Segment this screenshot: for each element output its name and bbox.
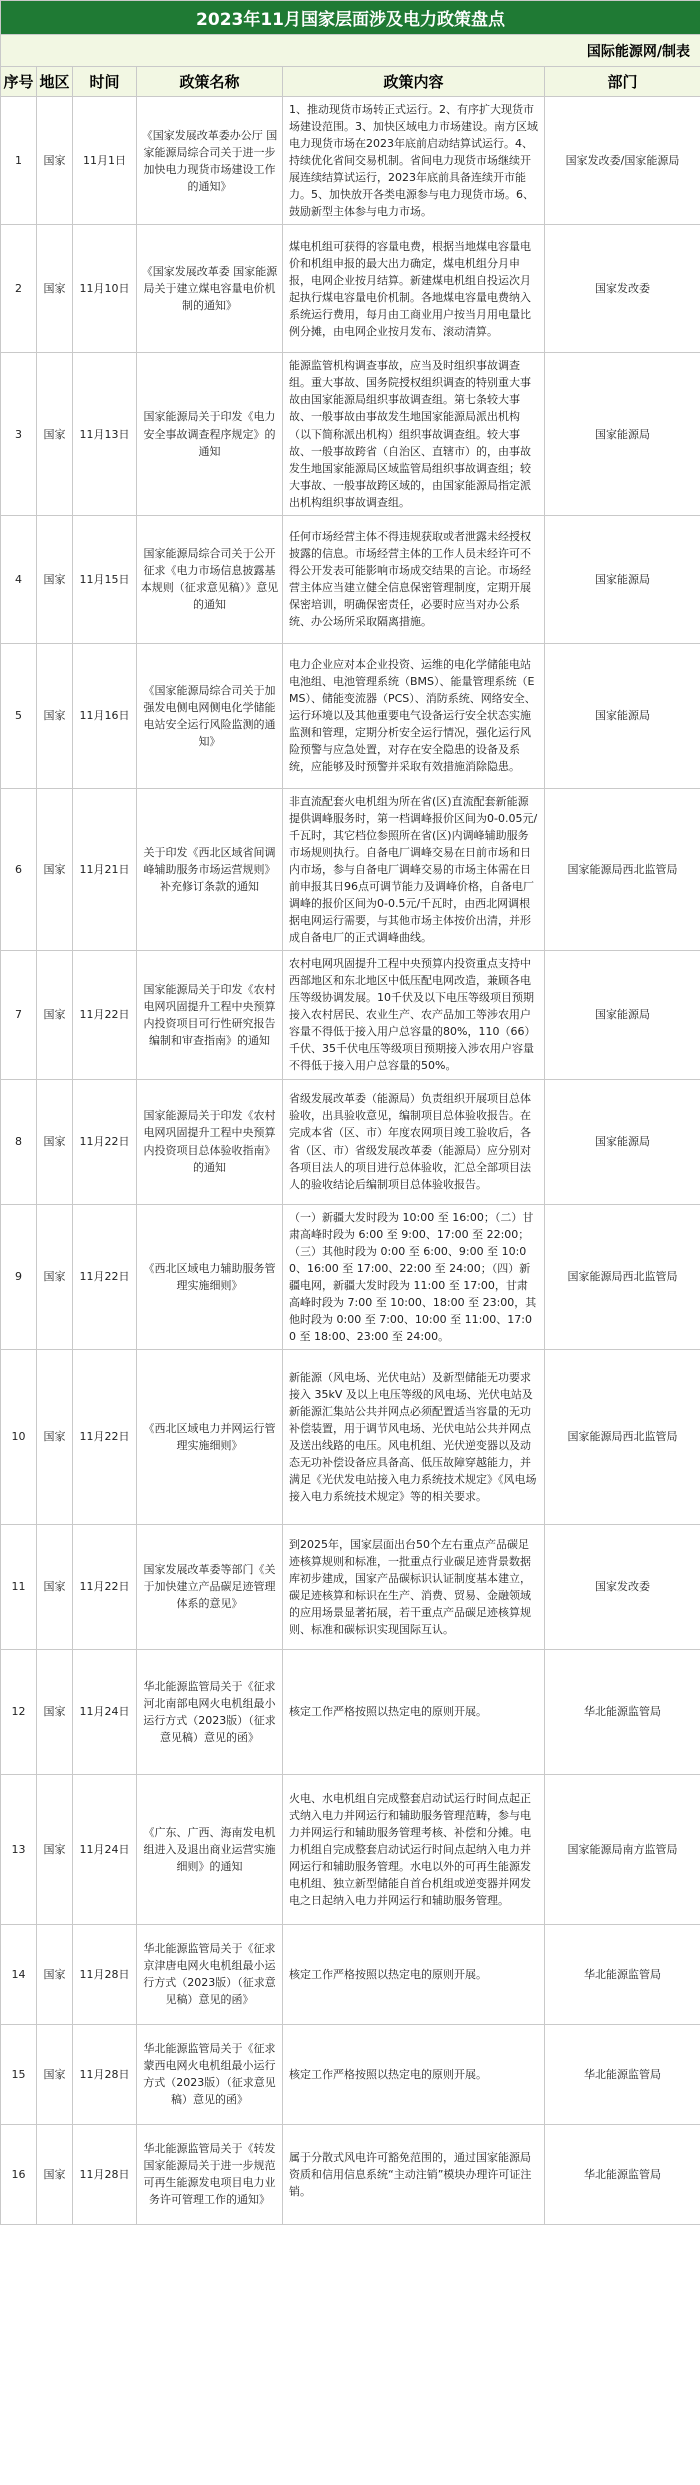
table-row (1, 643, 700, 788)
table-row (1, 1079, 700, 1204)
cell-department: 华北能源监管局 (545, 1924, 700, 2024)
cell-department: 华北能源监管局 (545, 1649, 700, 1774)
cell-date: 11月22日 (73, 1349, 137, 1524)
source-label: 国际能源网/制表 (1, 35, 700, 67)
cell-date: 11月22日 (73, 1524, 137, 1649)
cell-policy-content: 核定工作严格按照以热定电的原则开展。 (283, 1649, 545, 1774)
cell-policy-name: 国家发展改革委等部门《关于加快建立产品碳足迹管理体系的意见》 (137, 1524, 283, 1649)
cell-region: 国家 (37, 97, 73, 225)
cell-policy-name: 华北能源监管局关于《征求蒙西电网火电机组最小运行方式（2023版）（征求意见稿）意见的函》 (137, 2024, 283, 2124)
cell-date: 11月1日 (73, 97, 137, 225)
cell-date: 11月15日 (73, 515, 137, 643)
cell-date: 11月21日 (73, 788, 137, 950)
cell-policy-content: 1、推动现货市场转正式运行。2、有序扩大现货市场建设范围。3、加快区域电力市场建设。南方区域电力现货市场在2023年底前启动结算试运行。4、持续优化省间交易机制。省间电力现货市场继续开展连续结算试运行，2023年底前具备连续开市能力。5、加快放开各类电源参与电力现货市场。6、鼓励新型主体参与电力市场。 (283, 97, 545, 225)
table-row (1, 1349, 700, 1524)
cell-department: 国家能源局西北监管局 (545, 1204, 700, 1349)
cell-region: 国家 (37, 643, 73, 788)
cell-policy-content: 核定工作严格按照以热定电的原则开展。 (283, 1924, 545, 2024)
cell-policy-name: 华北能源监管局关于《征求京津唐电网火电机组最小运行方式（2023版）（征求意见稿）意见的函》 (137, 1924, 283, 2024)
column-header-dept: 部门 (545, 67, 700, 97)
cell-date: 11月22日 (73, 1079, 137, 1204)
table-row (1, 788, 700, 950)
cell-region: 国家 (37, 225, 73, 353)
title-row (1, 1, 700, 35)
table-row (1, 1924, 700, 2024)
table-row (1, 515, 700, 643)
table-row (1, 97, 700, 225)
cell-department: 国家能源局 (545, 1079, 700, 1204)
cell-region: 国家 (37, 951, 73, 1079)
cell-region: 国家 (37, 788, 73, 950)
cell-policy-content: 火电、水电机组自完成整套启动试运行时间点起正式纳入电力并网运行和辅助服务管理范畴，参与电力并网运行和辅助服务管理考核、补偿和分摊。电力机组自完成整套启动试运行时间点起纳入电力并网运行和辅助服务管理。水电以外的可再生能源发电机组、独立新型储能自首台机组或逆变器并网发电之日起纳入电力并网运行和辅助服务管理。 (283, 1774, 545, 1924)
cell-department: 国家发改委 (545, 225, 700, 353)
cell-policy-content: 到2025年，国家层面出台50个左右重点产品碳足迹核算规则和标准，一批重点行业碳足迹背景数据库初步建成，国家产品碳标识认证制度基本建立，碳足迹核算和标识在生产、消费、贸易、金融领域的应用场景显著拓展，若干重点产品碳足迹核算规则、标准和碳标识实现国际互认。 (283, 1524, 545, 1649)
column-header-no: 序号 (1, 67, 37, 97)
cell-department: 华北能源监管局 (545, 2024, 700, 2124)
cell-no: 15 (1, 2024, 37, 2124)
table-row (1, 1204, 700, 1349)
cell-date: 11月22日 (73, 1204, 137, 1349)
cell-policy-content: 新能源（风电场、光伏电站）及新型储能无功要求接入 35kV 及以上电压等级的风电场、光伏电站及新能源汇集站公共并网点必须配置适当容量的无功补偿装置，用于调节风电场、光伏电站公共并网点及送出线路的电压。风电机组、光伏逆变器以及动态无功补偿设备应具备高、低压故障穿越能力，并满足《光伏发电站接入电力系统技术规定》《风电场接入电力系统技术规定》等的相关要求。 (283, 1349, 545, 1524)
cell-policy-name: 关于印发《西北区域省间调峰辅助服务市场运营规则》补充修订条款的通知 (137, 788, 283, 950)
cell-region: 国家 (37, 2024, 73, 2124)
table-row (1, 1649, 700, 1774)
cell-policy-content: （一）新疆大发时段为 10:00 至 16:00；（二）甘肃高峰时段为 6:00 至 9:00、17:00 至 22:00；（三）其他时段为 0:00 至 6:00、9:00 至 10:00、16:00 至 17:00、22:00 至 24:00；（四）新疆电网，新疆大发时段为 11:00 至 17:00，甘肃高峰时段为 7:00 至 10:00、18:00 至 23:00，其他时段为 0:00 至 7:00、10:00 至 11:00、17:00 至 18:00、23:00 至 24:00。 (283, 1204, 545, 1349)
cell-policy-name: 《西北区域电力辅助服务管理实施细则》 (137, 1204, 283, 1349)
cell-policy-name: 华北能源监管局关于《征求河北南部电网火电机组最小运行方式（2023版）（征求意见稿）意见的函》 (137, 1649, 283, 1774)
cell-region: 国家 (37, 1349, 73, 1524)
cell-no: 13 (1, 1774, 37, 1924)
cell-department: 国家能源局西北监管局 (545, 788, 700, 950)
cell-policy-content: 非直流配套火电机组为所在省(区)直流配套新能源提供调峰服务时，第一档调峰报价区间为0-0.05元/千瓦时，其它档位参照所在省(区)内调峰辅助服务市场规则执行。自备电厂调峰交易在日前市场和日内市场，参与自备电厂调峰交易的市场主体需在日前申报其日96点可调节能力及调峰价格，自备电厂调峰的报价区间为0-0.5元/千瓦时，由西北网调根据电网运行需要，与其他市场主体按价出清，并形成自备电厂的正式调峰曲线。 (283, 788, 545, 950)
cell-policy-content: 煤电机组可获得的容量电费，根据当地煤电容量电价和机组申报的最大出力确定，煤电机组分月申报，电网企业按月结算。新建煤电机组自投运次月起执行煤电容量电价机制。各地煤电容量电费纳入系统运行费用，每月由工商业用户按当月用电量比例分摊，由电网企业按月发布、滚动清算。 (283, 225, 545, 353)
cell-region: 国家 (37, 2124, 73, 2224)
cell-policy-name: 《国家能源局综合司关于加强发电侧电网侧电化学储能电站安全运行风险监测的通知》 (137, 643, 283, 788)
cell-no: 8 (1, 1079, 37, 1204)
cell-department: 国家发改委 (545, 1524, 700, 1649)
cell-policy-content: 任何市场经营主体不得违规获取或者泄露未经授权披露的信息。市场经营主体的工作人员未经许可不得公开发表可能影响市场成交结果的言论。市场经营主体应当建立健全信息保密管理制度，定期开展保密培训，明确保密责任，必要时应当对办公系统、办公场所采取隔离措施。 (283, 515, 545, 643)
cell-date: 11月16日 (73, 643, 137, 788)
cell-policy-name: 《广东、广西、海南发电机组进入及退出商业运营实施细则》的通知 (137, 1774, 283, 1924)
table-row (1, 225, 700, 353)
cell-policy-name: 国家能源局关于印发《农村电网巩固提升工程中央预算内投资项目总体验收指南》的通知 (137, 1079, 283, 1204)
cell-date: 11月22日 (73, 951, 137, 1079)
cell-region: 国家 (37, 1204, 73, 1349)
cell-region: 国家 (37, 1524, 73, 1649)
cell-no: 4 (1, 515, 37, 643)
cell-department: 国家能源局 (545, 951, 700, 1079)
cell-date: 11月28日 (73, 2024, 137, 2124)
table-row (1, 2124, 700, 2224)
cell-no: 3 (1, 353, 37, 515)
cell-department: 华北能源监管局 (545, 2124, 700, 2224)
cell-department: 国家能源局 (545, 515, 700, 643)
column-header-date: 时间 (73, 67, 137, 97)
cell-policy-content: 农村电网巩固提升工程中央预算内投资重点支持中西部地区和东北地区中低压配电网改造，兼顾各电压等级协调发展。10千伏及以下电压等级项目预期接入农村居民、农业生产、农产品加工等涉农用户容量不得低于接入用户总容量的80%，110（66）千伏、35千伏电压等级项目预期接入涉农用户容量不得低于接入用户总容量的50%。 (283, 951, 545, 1079)
cell-date: 11月13日 (73, 353, 137, 515)
cell-policy-content: 省级发展改革委（能源局）负责组织开展项目总体验收，出具验收意见，编制项目总体验收报告。在完成本省（区、市）年度农网项目竣工验收后，各省（区、市）省级发展改革委（能源局）应分别对各项目法人的项目进行总体验收，汇总全部项目法人的验收结论后编制项目总体验收报告。 (283, 1079, 545, 1204)
cell-date: 11月24日 (73, 1774, 137, 1924)
cell-no: 1 (1, 97, 37, 225)
table-row (1, 1774, 700, 1924)
cell-policy-name: 《国家发展改革委 国家能源局关于建立煤电容量电价机制的通知》 (137, 225, 283, 353)
header-row (1, 67, 700, 97)
cell-department: 国家能源局 (545, 643, 700, 788)
cell-date: 11月24日 (73, 1649, 137, 1774)
cell-policy-content: 核定工作严格按照以热定电的原则开展。 (283, 2024, 545, 2124)
table-row (1, 2024, 700, 2124)
cell-no: 6 (1, 788, 37, 950)
cell-policy-content: 电力企业应对本企业投资、运维的电化学储能电站电池组、电池管理系统（BMS）、能量管理系统（EMS）、储能变流器（PCS）、消防系统、网络安全、运行环境以及其他重要电气设备运行安全状态实施监测和管理，定期分析安全运行情况，强化运行风险预警与应急处置，对存在安全隐患的设备及系统，应能够及时预警并采取有效措施消除隐患。 (283, 643, 545, 788)
cell-department: 国家能源局西北监管局 (545, 1349, 700, 1524)
cell-date: 11月28日 (73, 1924, 137, 2024)
cell-policy-content: 能源监管机构调查事故，应当及时组织事故调查组。重大事故、国务院授权组织调查的特别重大事故由国家能源局组织事故调查组。第七条较大事故、一般事故由事故发生地国家能源局派出机构（以下简称派出机构）组织事故调查组。较大事故、一般事故跨省（自治区、直辖市）的，由事故发生地国家能源局区域监管局组织事故调查组；较大事故、一般事故跨区域的，由国家能源局指定派出机构组织事故调查组。 (283, 353, 545, 515)
cell-region: 国家 (37, 1649, 73, 1774)
cell-department: 国家能源局南方监管局 (545, 1774, 700, 1924)
cell-region: 国家 (37, 515, 73, 643)
cell-department: 国家能源局 (545, 353, 700, 515)
table-body (1, 97, 700, 2225)
cell-policy-name: 华北能源监管局关于《转发国家能源局关于进一步规范可再生能源发电项目电力业务许可管理工作的通知》 (137, 2124, 283, 2224)
cell-no: 14 (1, 1924, 37, 2024)
cell-policy-name: 国家能源局综合司关于公开征求《电力市场信息披露基本规则（征求意见稿）》意见的通知 (137, 515, 283, 643)
source-row (1, 35, 700, 67)
cell-region: 国家 (37, 1774, 73, 1924)
cell-policy-name: 《国家发展改革委办公厅 国家能源局综合司关于进一步加快电力现货市场建设工作的通知》 (137, 97, 283, 225)
cell-policy-content: 属于分散式风电许可豁免范围的，通过国家能源局资质和信用信息系统“主动注销”模块办理许可证注销。 (283, 2124, 545, 2224)
cell-no: 7 (1, 951, 37, 1079)
cell-no: 12 (1, 1649, 37, 1774)
cell-no: 11 (1, 1524, 37, 1649)
table-row (1, 1524, 700, 1649)
cell-policy-name: 国家能源局关于印发《电力安全事故调查程序规定》的通知 (137, 353, 283, 515)
column-header-region: 地区 (37, 67, 73, 97)
cell-date: 11月28日 (73, 2124, 137, 2224)
cell-no: 16 (1, 2124, 37, 2224)
cell-region: 国家 (37, 1924, 73, 2024)
column-header-content: 政策内容 (283, 67, 545, 97)
table-row (1, 353, 700, 515)
table-title: 2023年11月国家层面涉及电力政策盘点 (1, 1, 700, 35)
cell-policy-name: 《西北区域电力并网运行管理实施细则》 (137, 1349, 283, 1524)
column-header-name: 政策名称 (137, 67, 283, 97)
cell-no: 10 (1, 1349, 37, 1524)
cell-region: 国家 (37, 1079, 73, 1204)
cell-policy-name: 国家能源局关于印发《农村电网巩固提升工程中央预算内投资项目可行性研究报告编制和审查指南》的通知 (137, 951, 283, 1079)
cell-date: 11月10日 (73, 225, 137, 353)
table-row (1, 951, 700, 1079)
cell-department: 国家发改委/国家能源局 (545, 97, 700, 225)
cell-no: 5 (1, 643, 37, 788)
cell-no: 2 (1, 225, 37, 353)
cell-no: 9 (1, 1204, 37, 1349)
cell-region: 国家 (37, 353, 73, 515)
